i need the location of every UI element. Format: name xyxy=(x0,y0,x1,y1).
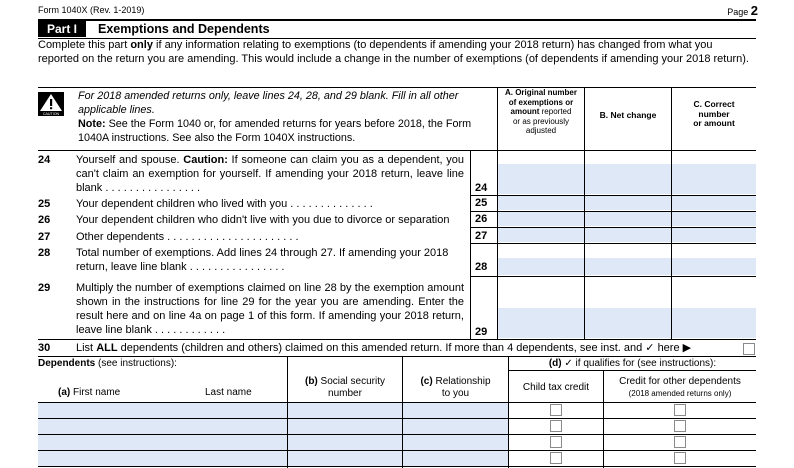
dep-3-name[interactable] xyxy=(38,435,287,450)
dep-4-child-tax-credit-checkbox[interactable] xyxy=(550,452,562,464)
line-25-col-a[interactable] xyxy=(498,196,584,210)
line-27-text: Other dependents . . . . . . . . . . . . . . . . . . . . . . xyxy=(76,231,299,243)
dep-2-relationship[interactable] xyxy=(403,419,508,434)
dep-1-name[interactable] xyxy=(38,403,287,418)
dep-1-relationship[interactable] xyxy=(403,403,508,418)
dep-1-child-tax-credit-checkbox[interactable] xyxy=(550,404,562,416)
page-label: Page xyxy=(727,7,749,17)
line-26-col-a[interactable] xyxy=(498,212,584,226)
line-26-number: 26 xyxy=(38,214,51,226)
dep-3-other-credit-checkbox[interactable] xyxy=(674,436,686,448)
dep-col-last-name: Last name xyxy=(205,387,252,398)
dep-col-child-tax-credit: Child tax credit xyxy=(522,382,590,393)
line-29-number: 29 xyxy=(38,282,51,294)
dep-4-ssn[interactable] xyxy=(288,451,402,466)
dep-col-first-name: (a) First name xyxy=(58,387,121,398)
line-28-col-a[interactable] xyxy=(498,258,584,275)
line-29-rule xyxy=(38,339,756,340)
dep-1-other-credit-checkbox[interactable] xyxy=(674,404,686,416)
line-30-rule xyxy=(38,356,756,357)
line-25-box-label: 25 xyxy=(475,197,488,209)
part-intro: Complete this part only if any information relating to exemptions (to dependents if amending your 2018 return) has changed from what you reported on the return you are amending. This would include a change in the number of exemptions (of dependents if amending your 2018 return). xyxy=(38,39,749,65)
line-29-col-c[interactable] xyxy=(672,308,756,338)
line-25-col-b[interactable] xyxy=(585,196,671,210)
dep-4-relationship[interactable] xyxy=(403,451,508,466)
line-24-text: Yourself and spouse. Caution: If someone can claim you as a dependent, you can't claim an exemption for yourself. If amending your 2018 return, leave line blank . . . . . . . . . . . . . . . . xyxy=(76,154,464,194)
page-number-value: 2 xyxy=(750,3,758,18)
line-28-col-c[interactable] xyxy=(672,258,756,275)
line-29-box-label: 29 xyxy=(475,326,488,338)
line-30-text: List ALL dependents (children and others) claimed on this amended return. If more than 4 dependents, see inst. and ✓ here ▶ xyxy=(76,342,692,354)
line-24-col-b[interactable] xyxy=(585,164,671,194)
line-26-col-c[interactable] xyxy=(672,212,756,226)
line-24-number: 24 xyxy=(38,154,51,166)
dep-2-ssn[interactable] xyxy=(288,419,402,434)
form-identifier: Form 1040X (Rev. 1-2019) xyxy=(38,5,145,15)
line-26-text: Your dependent children who didn't live with you due to divorce or separation xyxy=(76,214,450,226)
line-26-col-b[interactable] xyxy=(585,212,671,226)
column-b-header: B. Net change xyxy=(599,110,657,120)
dep-col-ssn: (b) Social security number xyxy=(304,376,386,399)
line-27-col-a[interactable] xyxy=(498,228,584,242)
line-25-number: 25 xyxy=(38,198,51,210)
dep-3-child-tax-credit-checkbox[interactable] xyxy=(550,436,562,448)
line-27-col-c[interactable] xyxy=(672,228,756,242)
box-column-rule xyxy=(470,151,471,339)
column-a-header: A. Original number of exemptions or amount reported or as previously adjusted xyxy=(504,88,577,135)
dep-2-name[interactable] xyxy=(38,419,287,434)
line-28-rule xyxy=(470,276,756,277)
more-dependents-checkbox[interactable] xyxy=(743,343,755,355)
line-28-number: 28 xyxy=(38,247,51,259)
dep-4-name[interactable] xyxy=(38,451,287,466)
line-25-col-c[interactable] xyxy=(672,196,756,210)
line-29-text: Multiply the number of exemptions claimed on line 28 by the exemption amount shown in the instructions for line 29 for the year you are amending. Enter the result here and on line 4a on page 1 of this form. If amending your 2018 return, leave line blank . . . . . . . . . . . . xyxy=(76,282,464,336)
line-27-rule xyxy=(470,243,756,244)
line-27-box-label: 27 xyxy=(475,230,488,242)
line-29-col-a[interactable] xyxy=(498,308,584,338)
dep-col-relationship: (c) Relationship to you xyxy=(420,376,491,399)
line-24-box-label: 24 xyxy=(475,182,488,194)
dep-3-relationship[interactable] xyxy=(403,435,508,450)
line-29-col-b[interactable] xyxy=(585,308,671,338)
caution-icon xyxy=(38,92,64,116)
dep-subhead-rule xyxy=(508,370,756,371)
column-c-header: C. Correct number or amount xyxy=(693,99,735,128)
line-30-number: 30 xyxy=(38,342,51,354)
dep-col-other-credit: Credit for other dependents (2018 amended returns only) xyxy=(619,376,741,398)
line-27-col-b[interactable] xyxy=(585,228,671,242)
line-26-box-label: 26 xyxy=(475,213,488,225)
line-24-col-a[interactable] xyxy=(498,164,584,194)
dep-4-rule xyxy=(38,466,756,467)
dep-2-child-tax-credit-checkbox[interactable] xyxy=(550,420,562,432)
line-27-number: 27 xyxy=(38,231,51,243)
dependents-d-header: (d) ✓ if qualifies for (see instructions): xyxy=(548,358,717,369)
page-number xyxy=(727,3,758,18)
dep-3-ssn[interactable] xyxy=(288,435,402,450)
line-25-text: Your dependent children who lived with you . . . . . . . . . . . . . . xyxy=(76,198,373,210)
part-title: Exemptions and Dependents xyxy=(98,22,270,36)
line-28-box-label: 28 xyxy=(475,261,488,273)
line-28-col-b[interactable] xyxy=(585,258,671,275)
part-badge: Part I xyxy=(38,21,86,37)
line-28-text: Total number of exemptions. Add lines 24 through 27. If amending your 2018 return, leave line blank . . . . . . . . . . . . . . . . xyxy=(76,247,449,273)
line-24-col-c[interactable] xyxy=(672,164,756,194)
dep-1-ssn[interactable] xyxy=(288,403,402,418)
caution-icon-label: CAUTION xyxy=(42,112,60,116)
dep-4-other-credit-checkbox[interactable] xyxy=(674,452,686,464)
dep-col-rule-3 xyxy=(508,356,509,468)
dep-2-other-credit-checkbox[interactable] xyxy=(674,420,686,432)
dependents-title: Dependents (see instructions): xyxy=(38,358,177,369)
caution-text: For 2018 amended returns only, leave lines 24, 28, and 29 blank. Fill in all other applicable lines. Note: See the Form 1040 or, for amended returns for years before 2018, the Form 1040A instructions. See also the Form 1040X instructions. xyxy=(78,90,472,144)
